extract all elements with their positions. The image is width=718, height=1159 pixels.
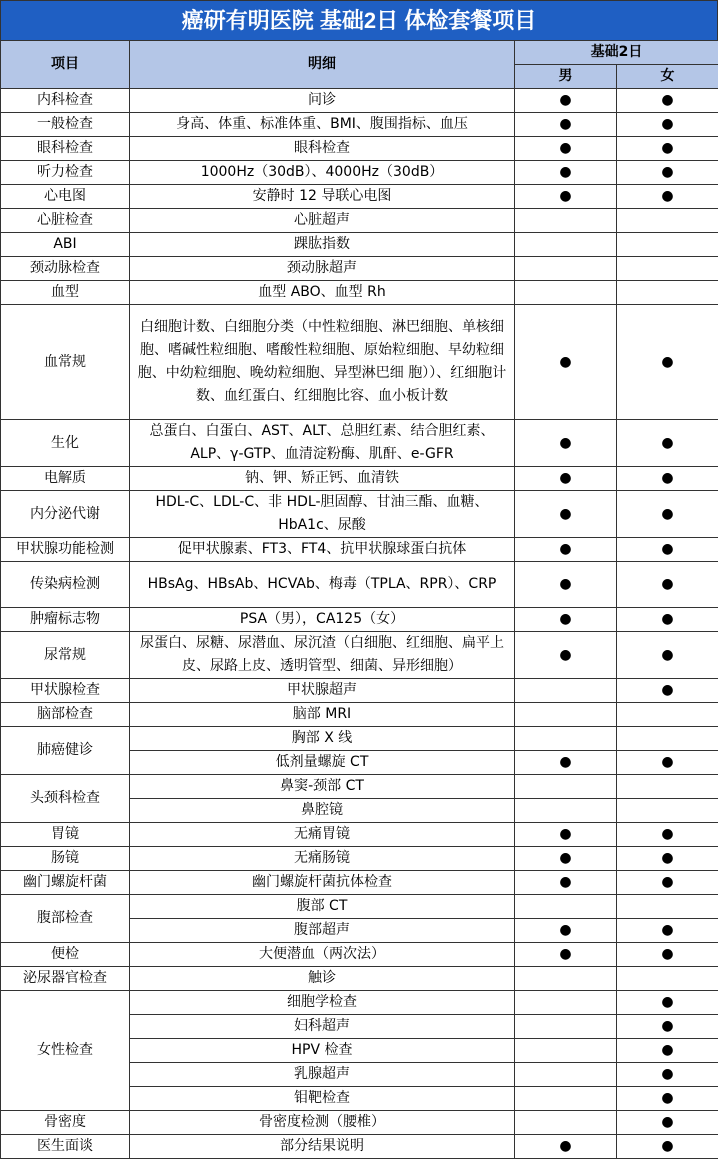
row-detail: 血型 ABO、血型 Rh — [130, 281, 515, 305]
male-mark: ● — [515, 608, 617, 632]
row-detail: 骨密度检测（腰椎） — [130, 1111, 515, 1135]
female-mark: ● — [617, 632, 718, 679]
female-mark: ● — [617, 305, 718, 420]
row-detail: 钠、钾、矫正钙、血清铁 — [130, 467, 515, 491]
female-mark — [617, 233, 718, 257]
row-detail: 心脏超声 — [130, 209, 515, 233]
row-detail: 甲状腺超声 — [130, 679, 515, 703]
male-mark: ● — [515, 113, 617, 137]
row-detail: PSA（男），CA125（女） — [130, 608, 515, 632]
female-mark: ● — [617, 1135, 718, 1159]
row-detail: 大便潜血（两次法） — [130, 943, 515, 967]
row-item: 肠镜 — [1, 847, 130, 871]
row-item: 听力检查 — [1, 161, 130, 185]
table-row — [1, 161, 718, 185]
table-row — [1, 727, 718, 751]
female-mark: ● — [617, 943, 718, 967]
table-row — [1, 847, 718, 871]
row-detail: 白细胞计数、白细胞分类（中性粒细胞、淋巴细胞、单核细胞、嗜碱性粒细胞、嗜酸性粒细胞、原始粒细胞、早幼粒细胞、中幼粒细胞、晚幼粒细胞、异型淋巴细 胞））、红细胞计数、血红蛋白、红细胞比容、血小板计数 — [130, 305, 515, 420]
exam-table — [0, 40, 718, 1159]
row-detail: HBsAg、HBsAb、HCVAb、梅毒（TPLA、RPR）、CRP — [130, 562, 515, 608]
table-row — [1, 467, 718, 491]
table-row — [1, 1111, 718, 1135]
row-detail: 幽门螺旋杆菌抗体检查 — [130, 871, 515, 895]
row-detail: 无痛肠镜 — [130, 847, 515, 871]
row-detail: 总蛋白、白蛋白、AST、ALT、总胆红素、结合胆红素、ALP、γ-GTP、血清淀粉酶、肌酐、e-GFR — [130, 420, 515, 467]
table-row — [1, 538, 718, 562]
male-mark — [515, 1087, 617, 1111]
male-mark — [515, 1063, 617, 1087]
male-mark: ● — [515, 943, 617, 967]
row-detail: 腹部超声 — [130, 919, 515, 943]
row-detail: 钼靶检查 — [130, 1087, 515, 1111]
female-mark: ● — [617, 991, 718, 1015]
row-item: 幽门螺旋杆菌 — [1, 871, 130, 895]
row-item: 心脏检查 — [1, 209, 130, 233]
row-item: 肺癌健诊 — [1, 727, 130, 775]
row-item: 眼科检查 — [1, 137, 130, 161]
female-mark: ● — [617, 608, 718, 632]
row-detail: 低剂量螺旋 CT — [130, 751, 515, 775]
row-item: 甲状腺检查 — [1, 679, 130, 703]
male-mark: ● — [515, 420, 617, 467]
male-mark: ● — [515, 89, 617, 113]
female-mark — [617, 775, 718, 799]
male-mark: ● — [515, 185, 617, 209]
male-mark: ● — [515, 491, 617, 538]
table-row — [1, 895, 718, 919]
row-item: 医生面谈 — [1, 1135, 130, 1159]
table-row — [1, 281, 718, 305]
male-mark: ● — [515, 467, 617, 491]
row-detail: HPV 检查 — [130, 1039, 515, 1063]
header-detail: 明细 — [130, 41, 515, 89]
header-item: 项目 — [1, 41, 130, 89]
row-item: 颈动脉检查 — [1, 257, 130, 281]
row-detail: 乳腺超声 — [130, 1063, 515, 1087]
table-row — [1, 703, 718, 727]
row-detail: 1000Hz（30dB）、4000Hz（30dB） — [130, 161, 515, 185]
male-mark — [515, 233, 617, 257]
female-mark: ● — [617, 1015, 718, 1039]
row-detail: 细胞学检查 — [130, 991, 515, 1015]
row-item: 内科检查 — [1, 89, 130, 113]
row-item: 腹部检查 — [1, 895, 130, 943]
male-mark — [515, 257, 617, 281]
female-mark: ● — [617, 1063, 718, 1087]
row-detail: 眼科检查 — [130, 137, 515, 161]
row-item: 内分泌代谢 — [1, 491, 130, 538]
female-mark: ● — [617, 751, 718, 775]
row-item: 骨密度 — [1, 1111, 130, 1135]
row-item: 一般检查 — [1, 113, 130, 137]
table-row — [1, 679, 718, 703]
table-row — [1, 562, 718, 608]
female-mark: ● — [617, 1087, 718, 1111]
table-row — [1, 209, 718, 233]
row-detail: 部分结果说明 — [130, 1135, 515, 1159]
female-mark: ● — [617, 919, 718, 943]
table-row — [1, 137, 718, 161]
male-mark: ● — [515, 538, 617, 562]
row-item: 传染病检测 — [1, 562, 130, 608]
row-item: 电解质 — [1, 467, 130, 491]
female-mark: ● — [617, 562, 718, 608]
male-mark: ● — [515, 823, 617, 847]
table-row — [1, 491, 718, 538]
female-mark: ● — [617, 1039, 718, 1063]
male-mark: ● — [515, 919, 617, 943]
male-mark — [515, 1111, 617, 1135]
female-mark — [617, 799, 718, 823]
female-mark: ● — [617, 137, 718, 161]
female-mark — [617, 257, 718, 281]
row-detail: HDL-C、LDL-C、非 HDL-胆固醇、甘油三酯、血糖、HbA1c、尿酸 — [130, 491, 515, 538]
table-row — [1, 608, 718, 632]
male-mark — [515, 967, 617, 991]
female-mark: ● — [617, 161, 718, 185]
row-item: 血型 — [1, 281, 130, 305]
male-mark — [515, 799, 617, 823]
table-row — [1, 305, 718, 420]
female-mark: ● — [617, 538, 718, 562]
male-mark: ● — [515, 1135, 617, 1159]
row-detail: 尿蛋白、尿糖、尿潜血、尿沉渣（白细胞、红细胞、扁平上皮、尿路上皮、透明管型、细菌、异形细胞） — [130, 632, 515, 679]
table-row — [1, 775, 718, 799]
male-mark — [515, 895, 617, 919]
table-row — [1, 257, 718, 281]
table-row — [1, 89, 718, 113]
female-mark: ● — [617, 113, 718, 137]
male-mark: ● — [515, 632, 617, 679]
female-mark: ● — [617, 420, 718, 467]
header-male: 男 — [515, 65, 617, 89]
table-row — [1, 1135, 718, 1159]
row-item: 甲状腺功能检测 — [1, 538, 130, 562]
row-detail: 脑部 MRI — [130, 703, 515, 727]
table-row — [1, 632, 718, 679]
header-plan: 基础2日 — [515, 41, 718, 65]
row-detail: 无痛胃镜 — [130, 823, 515, 847]
female-mark: ● — [617, 467, 718, 491]
row-item: 心电图 — [1, 185, 130, 209]
row-detail: 颈动脉超声 — [130, 257, 515, 281]
female-mark — [617, 281, 718, 305]
male-mark: ● — [515, 562, 617, 608]
row-detail: 问诊 — [130, 89, 515, 113]
row-item: 血常规 — [1, 305, 130, 420]
male-mark — [515, 1015, 617, 1039]
female-mark: ● — [617, 823, 718, 847]
male-mark — [515, 1039, 617, 1063]
female-mark — [617, 209, 718, 233]
female-mark — [617, 727, 718, 751]
table-row — [1, 113, 718, 137]
male-mark: ● — [515, 751, 617, 775]
male-mark: ● — [515, 305, 617, 420]
male-mark — [515, 703, 617, 727]
row-detail: 触诊 — [130, 967, 515, 991]
row-detail: 促甲状腺素、FT3、FT4、抗甲状腺球蛋白抗体 — [130, 538, 515, 562]
male-mark: ● — [515, 161, 617, 185]
male-mark — [515, 775, 617, 799]
row-detail: 鼻腔镜 — [130, 799, 515, 823]
table-body — [1, 89, 718, 1159]
female-mark: ● — [617, 89, 718, 113]
row-detail: 腹部 CT — [130, 895, 515, 919]
row-detail: 鼻窦-颈部 CT — [130, 775, 515, 799]
female-mark: ● — [617, 185, 718, 209]
row-item: 胃镜 — [1, 823, 130, 847]
table-row — [1, 943, 718, 967]
male-mark — [515, 209, 617, 233]
female-mark: ● — [617, 871, 718, 895]
female-mark: ● — [617, 491, 718, 538]
row-item: 女性检查 — [1, 991, 130, 1111]
table-row — [1, 967, 718, 991]
female-mark: ● — [617, 847, 718, 871]
row-item: 生化 — [1, 420, 130, 467]
row-item: ABI — [1, 233, 130, 257]
row-item: 头颈科检查 — [1, 775, 130, 823]
female-mark — [617, 703, 718, 727]
page-title: 癌研有明医院 基础2日 体检套餐项目 — [0, 0, 718, 40]
header-female: 女 — [617, 65, 718, 89]
row-detail: 胸部 X 线 — [130, 727, 515, 751]
table-row — [1, 185, 718, 209]
row-detail: 安静时 12 导联心电图 — [130, 185, 515, 209]
male-mark: ● — [515, 137, 617, 161]
male-mark — [515, 727, 617, 751]
male-mark — [515, 281, 617, 305]
row-item: 脑部检查 — [1, 703, 130, 727]
table-row — [1, 871, 718, 895]
female-mark — [617, 967, 718, 991]
female-mark — [617, 895, 718, 919]
male-mark: ● — [515, 847, 617, 871]
male-mark — [515, 679, 617, 703]
row-detail: 踝肱指数 — [130, 233, 515, 257]
male-mark — [515, 991, 617, 1015]
row-item: 肿瘤标志物 — [1, 608, 130, 632]
row-item: 尿常规 — [1, 632, 130, 679]
row-detail: 妇科超声 — [130, 1015, 515, 1039]
row-item: 便检 — [1, 943, 130, 967]
row-item: 泌尿器官检查 — [1, 967, 130, 991]
female-mark: ● — [617, 1111, 718, 1135]
row-detail: 身高、体重、标准体重、BMI、腹围指标、血压 — [130, 113, 515, 137]
table-row — [1, 991, 718, 1015]
table-row — [1, 420, 718, 467]
male-mark: ● — [515, 871, 617, 895]
female-mark: ● — [617, 679, 718, 703]
table-row — [1, 233, 718, 257]
table-row — [1, 823, 718, 847]
